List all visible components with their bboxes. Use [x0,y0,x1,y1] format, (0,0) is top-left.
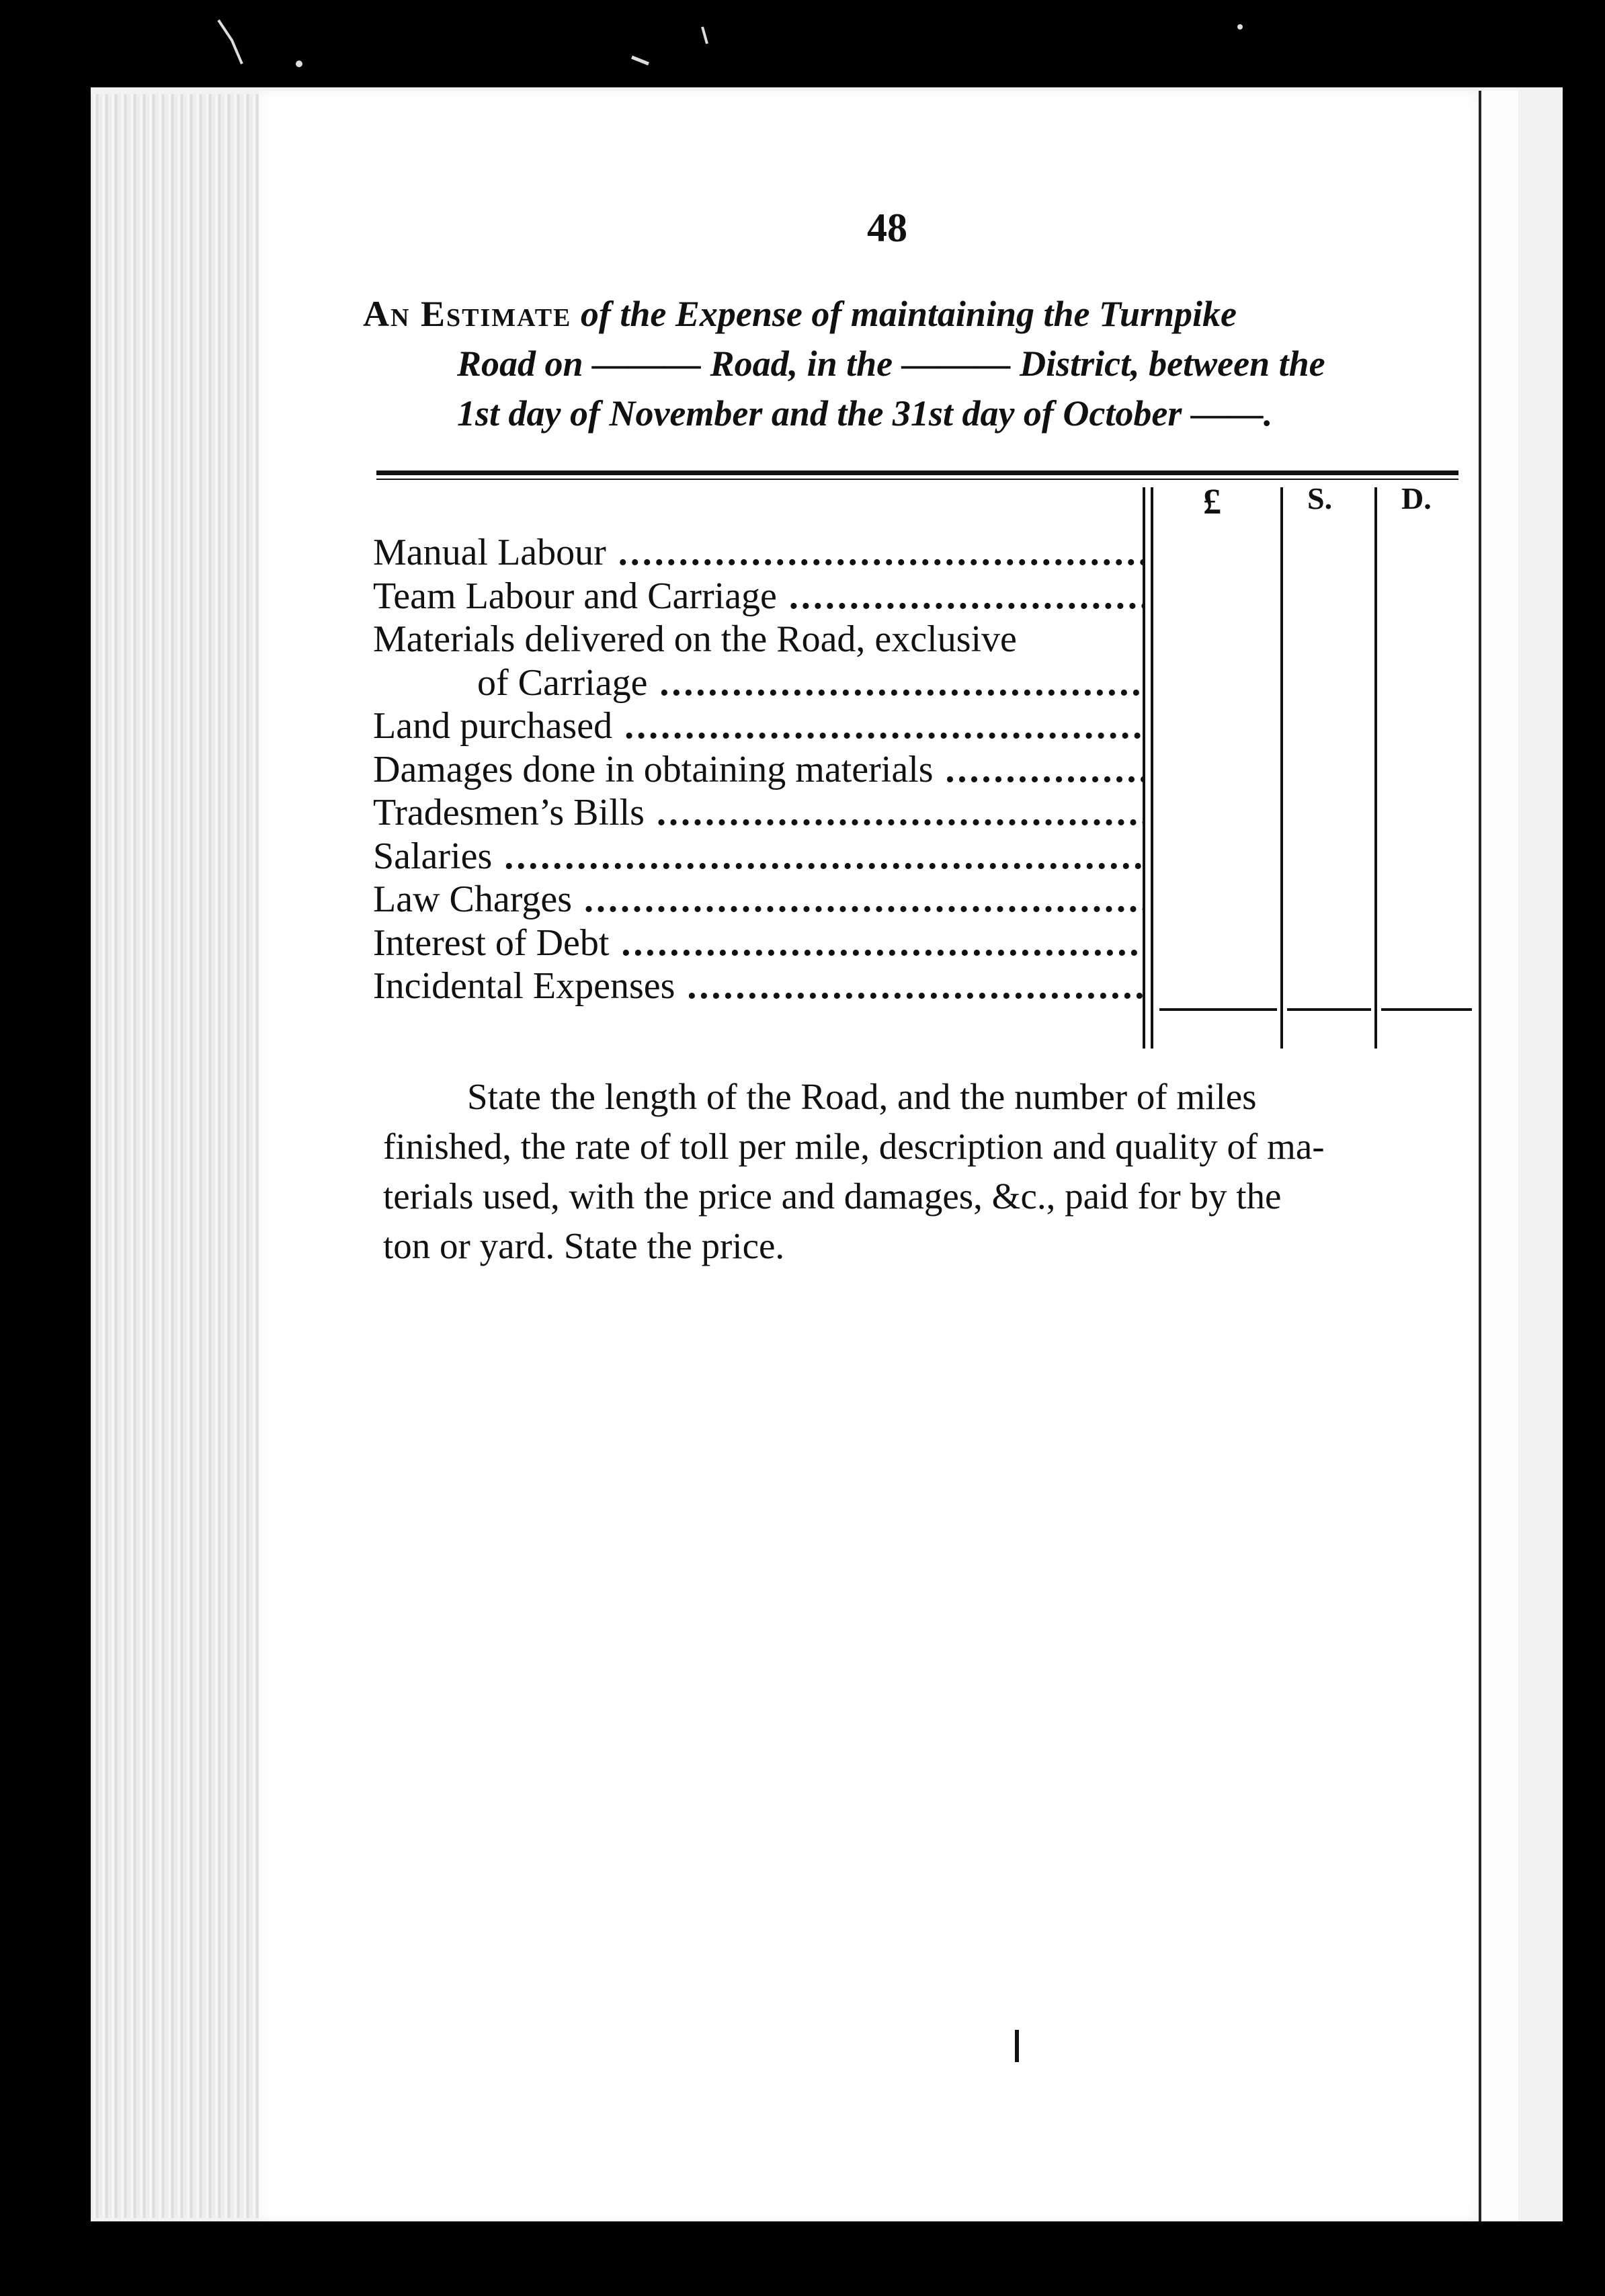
pence-column-header: D. [1401,481,1432,516]
pounds-column-header: £ [1203,481,1221,522]
pence-total-line [1381,1008,1472,1011]
instructions-line: terials used, with the price and damages, &c., paid for by the [383,1176,1282,1217]
expense-item: Damages done in obtaining materials ..... [373,748,1143,792]
instructions-line: State the length of the Road, and the number of miles [467,1076,1257,1117]
pence-column-divider [1374,487,1377,1049]
instructions-line: ton or yard. State the price. [383,1225,785,1266]
item-column-divider-double [1151,487,1153,1049]
pounds-total-line [1159,1008,1277,1011]
instructions-paragraph [383,1072,1475,1271]
heading-line-1-rest: of the Expense of maintaining the Turnpike [571,294,1237,334]
table-top-rule [376,470,1458,475]
expense-item: Land purchased ..... [373,704,1143,748]
shillings-column-divider [1280,487,1283,1049]
expense-item: Interest of Debt ..... [373,921,1143,965]
item-column-divider [1143,487,1145,1049]
estimate-heading [363,289,1479,438]
expense-item: Law Charges ..... [373,878,1143,921]
printer-mark [1015,2030,1019,2062]
expense-items [373,531,1143,1008]
expense-item: Tradesmen’s Bills ..... [373,791,1143,835]
page-edges [91,94,259,2218]
heading-line-1 [363,289,1479,339]
expense-item: Manual Labour ..... [373,531,1143,575]
expense-item: Salaries ..... [373,835,1143,878]
expense-item: Incidental Expenses ..... [373,965,1143,1008]
facing-page-edge [1479,91,1518,2221]
expense-item: Team Labour and Carriage ..... [373,575,1143,618]
shillings-total-line [1287,1008,1371,1011]
table-top-rule-thin [376,479,1458,480]
page-number: 48 [867,206,907,250]
instructions-line: finished, the rate of toll per mile, description and quality of ma- [383,1126,1325,1167]
heading-line-2: Road on ——— Road, in the ——— District, between the [457,343,1325,384]
expense-item: Materials delivered on the Road, exclusive [373,618,1017,660]
heading-line-3: 1st day of November and the 31st day of October ——. [457,393,1273,434]
heading-lead: An Estimate [363,294,572,334]
expense-item-continuation: of Carriage ..... [373,661,1143,705]
shillings-column-header: S. [1307,481,1333,516]
